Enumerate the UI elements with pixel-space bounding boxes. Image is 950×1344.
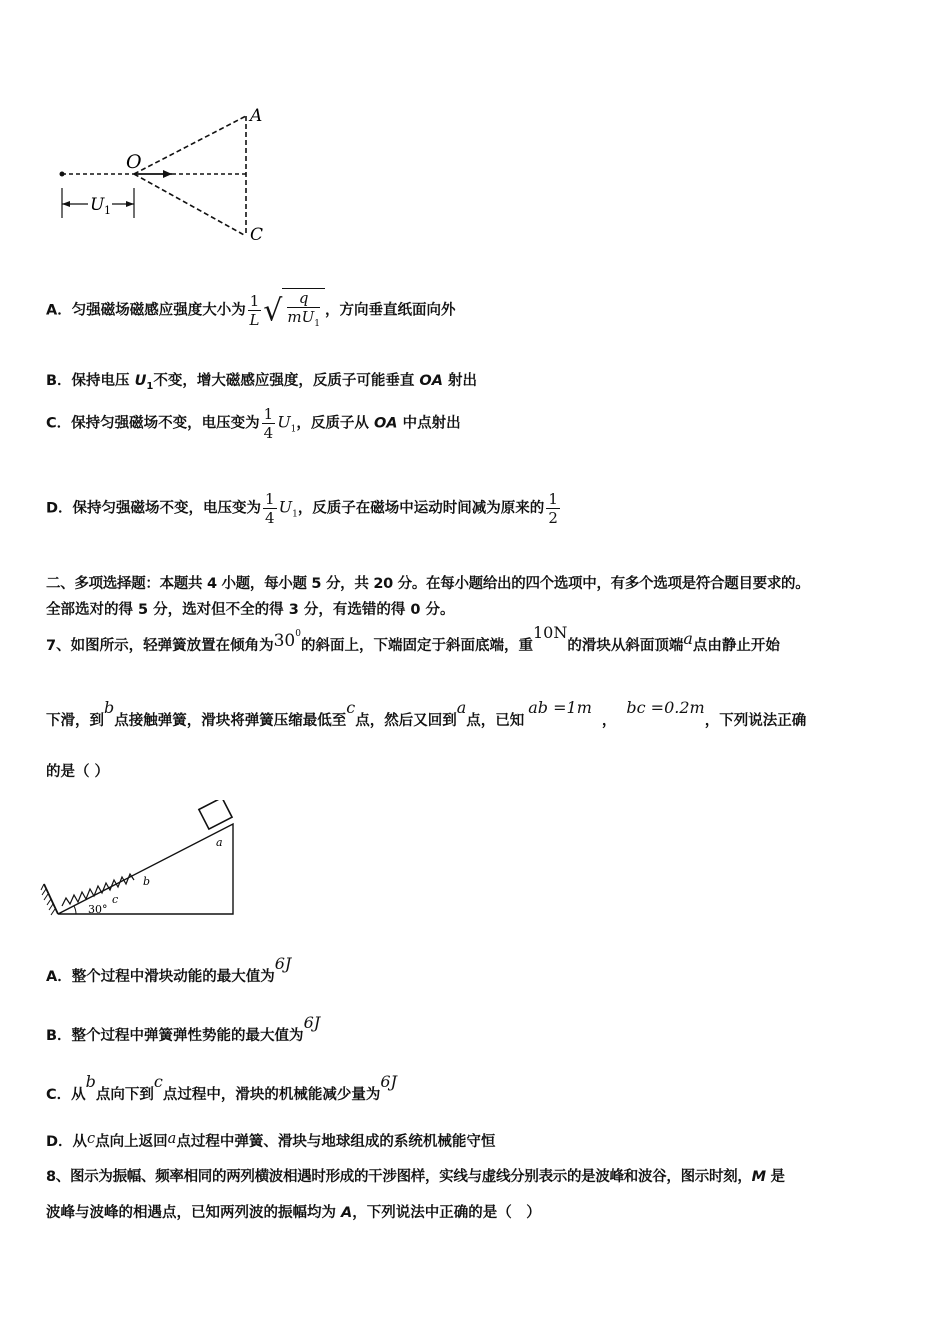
q7-l1-d: 点由静止开始 bbox=[692, 638, 780, 654]
q7-option-a bbox=[46, 954, 292, 986]
q6-option-a bbox=[46, 288, 456, 333]
q8-line1 bbox=[46, 1165, 785, 1186]
point-a: a bbox=[683, 629, 693, 648]
var-u: U bbox=[278, 497, 293, 517]
q6-d-mid: ，反质子在磁场中运动时间减为原来的 bbox=[297, 500, 545, 517]
q7-b-text: B．整个过程中弹簧弹性势能的最大值为 bbox=[46, 1028, 304, 1044]
q7-c-end: 点过程中，滑块的机械能减少量为 bbox=[162, 1087, 381, 1103]
q7-l1-c: 的滑块从斜面顶端 bbox=[567, 638, 684, 654]
var-oa: OA bbox=[419, 373, 443, 389]
figure-oac-diagram bbox=[40, 100, 280, 250]
q7-b-value: 6J bbox=[303, 1013, 321, 1032]
var-u-sub: 1 bbox=[292, 509, 298, 520]
q7-option-d bbox=[46, 1130, 495, 1151]
q7-c-mid: 点向下到 bbox=[95, 1087, 154, 1103]
var-u-sub: 1 bbox=[146, 380, 154, 392]
var-u: U bbox=[277, 412, 291, 432]
q6-b-prefix: B．保持电压 bbox=[46, 373, 135, 389]
fraction bbox=[263, 490, 277, 527]
q7-option-c bbox=[46, 1072, 397, 1104]
bc-value: bc =0.2m bbox=[626, 698, 705, 717]
q7-line3: 的是（ ） bbox=[46, 764, 110, 780]
q8-l2-b: ，下列说法中正确的是（ ） bbox=[352, 1205, 541, 1221]
section2-line1: 二、多项选择题：本题共 4 小题，每小题 5 分，共 20 分。在每小题给出的四个选项中，有多个选项是符合题目要求的。 bbox=[46, 576, 810, 592]
label-u1-sub: 1 bbox=[104, 204, 111, 217]
label-o: O bbox=[126, 151, 142, 173]
q7-l2-d: 点，已知 bbox=[466, 713, 525, 729]
q7-l2-c: 点，然后又回到 bbox=[355, 713, 457, 729]
figure-incline-spring bbox=[40, 800, 240, 920]
point-a: a bbox=[167, 1131, 177, 1147]
frac-num: 1 bbox=[249, 292, 260, 310]
q7-d-mid: 点向上返回 bbox=[95, 1134, 168, 1150]
ab-value: ab =1m bbox=[528, 698, 592, 717]
label-c: C bbox=[250, 225, 264, 245]
angle-sup: 0 bbox=[295, 629, 301, 639]
q7-l2-e: ，下列说法正确 bbox=[704, 713, 807, 729]
q6-option-b bbox=[46, 369, 477, 392]
q7-c-value: 6J bbox=[380, 1072, 397, 1091]
frac-num: 1 bbox=[265, 490, 275, 508]
q7-l1-b: 的斜面上，下端固定于斜面底端，重 bbox=[300, 638, 533, 654]
q6-b-suffix: 射出 bbox=[442, 373, 478, 389]
q7-line2 bbox=[46, 698, 807, 730]
q8-l1-a: 8、图示为振幅、频率相同的两列横波相遇时形成的干涉图样，实线与虚线分别表示的是波峰和波谷，图示时刻， bbox=[46, 1169, 752, 1185]
label-a: A bbox=[250, 106, 263, 126]
q6-c-suffix: 中点射出 bbox=[397, 415, 461, 432]
q6-a-suffix: ，方向垂直纸面向外 bbox=[325, 302, 456, 319]
var-u: U bbox=[134, 373, 147, 389]
q6-c-mid: ，反质子从 bbox=[296, 415, 374, 432]
var-u-sub: 1 bbox=[290, 424, 297, 435]
q7-c-a: C．从 bbox=[46, 1087, 86, 1103]
point-b: b bbox=[85, 1072, 96, 1091]
sqrt-expression: √ $\frac{q}{mU_1}$ bbox=[263, 288, 325, 333]
var-amplitude: A bbox=[341, 1205, 353, 1221]
q7-l2-b: 点接触弹簧，滑块将弹簧压缩最低至 bbox=[114, 713, 347, 729]
sqrt-den-sub: 1 bbox=[314, 319, 321, 329]
q7-line1 bbox=[46, 623, 780, 655]
point-b: b bbox=[104, 698, 115, 717]
q6-option-c bbox=[46, 405, 461, 442]
frac-den: 4 bbox=[265, 509, 275, 527]
frac-den: 2 bbox=[548, 509, 558, 527]
frac-num: 1 bbox=[263, 405, 274, 423]
sqrt-den: mU bbox=[287, 308, 315, 326]
q7-l1-a: 7、如图所示，轻弹簧放置在倾角为 bbox=[46, 638, 274, 654]
frac-den: L bbox=[249, 311, 260, 329]
fraction bbox=[262, 405, 276, 442]
q8-line2 bbox=[46, 1201, 541, 1222]
q8-l2-a: 波峰与波峰的相遇点，已知两列波的振幅均为 bbox=[46, 1205, 342, 1221]
label-b: b bbox=[143, 875, 151, 888]
sqrt-num: q bbox=[287, 289, 320, 308]
q7-a-text: A．整个过程中滑块动能的最大值为 bbox=[46, 969, 275, 985]
frac-num: 1 bbox=[548, 490, 558, 508]
q8-l1-b: 是 bbox=[765, 1169, 785, 1185]
point-c: c bbox=[346, 698, 356, 717]
var-oa: OA bbox=[373, 415, 398, 432]
point-c: c bbox=[153, 1072, 163, 1091]
q6-option-d bbox=[46, 490, 562, 527]
fraction bbox=[248, 292, 262, 329]
label-c: c bbox=[112, 893, 119, 906]
q6-a-prefix: A．匀强磁场磁感应强度大小为 bbox=[46, 302, 246, 319]
var-m: M bbox=[751, 1169, 766, 1185]
label-u1: U bbox=[90, 195, 105, 215]
q7-option-b bbox=[46, 1013, 321, 1045]
angle-value: 30 bbox=[273, 631, 296, 651]
label-a: a bbox=[216, 836, 223, 849]
comma: ， bbox=[601, 713, 617, 729]
point-a: a bbox=[456, 698, 467, 717]
section2-line2: 全部选对的得 5 分，选对但不全的得 3 分，有选错的得 0 分。 bbox=[46, 602, 455, 618]
q7-d-end: 点过程中弹簧、滑块与地球组成的系统机械能守恒 bbox=[176, 1134, 496, 1150]
label-angle: 30° bbox=[88, 903, 108, 916]
fraction bbox=[546, 490, 560, 527]
point-c: c bbox=[87, 1131, 96, 1147]
q7-d-a: D．从 bbox=[46, 1134, 88, 1150]
q7-l2-a: 下滑，到 bbox=[46, 713, 104, 729]
q7-a-value: 6J bbox=[274, 954, 292, 973]
frac-den: 4 bbox=[263, 424, 274, 442]
q6-d-prefix: D．保持匀强磁场不变，电压变为 bbox=[46, 500, 262, 517]
weight-value: 10N bbox=[532, 623, 568, 642]
q6-c-prefix: C．保持匀强磁场不变，电压变为 bbox=[46, 415, 260, 432]
q6-b-mid: 不变，增大磁感应强度，反质子可能垂直 bbox=[153, 373, 420, 389]
